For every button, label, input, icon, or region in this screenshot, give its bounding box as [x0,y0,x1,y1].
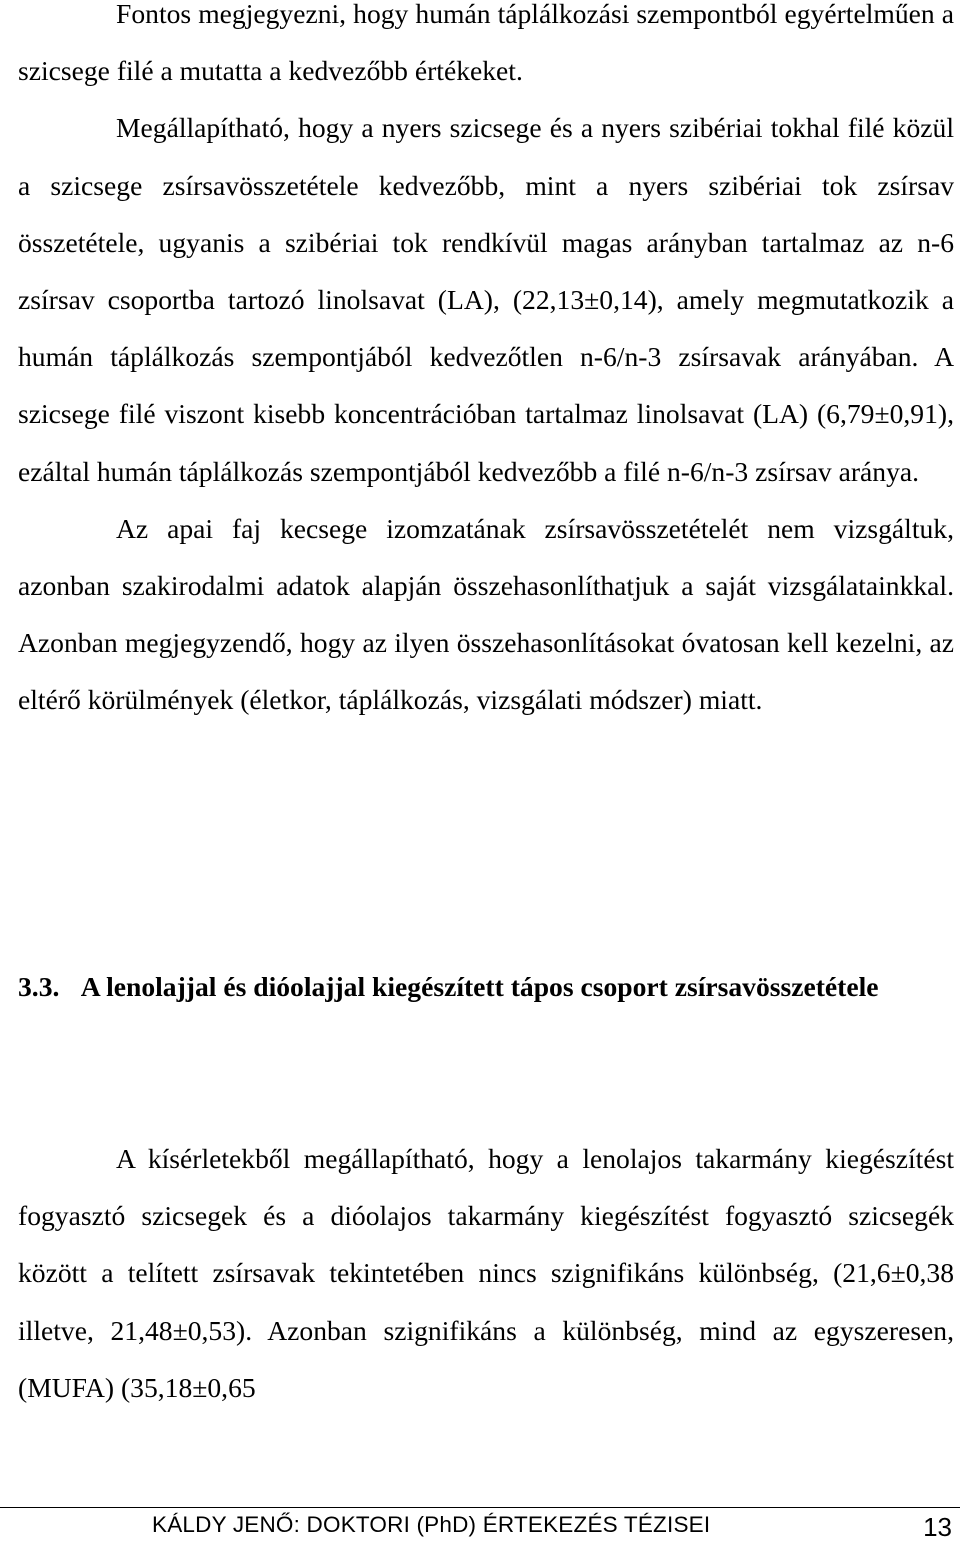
paragraph-continued: Fontos megjegyezni, hogy humán táplálkozási szempontból egyértelműen a szicsege filé a mutatta a kedvezőbb értékeket. [18,0,954,87]
footer-divider [0,1507,960,1508]
section-heading [18,958,954,1015]
page-number: 13 [923,1512,952,1542]
section-number: 3.3. [18,971,60,1002]
paragraph-sicklefish-vs-sturgeon: Megállapítható, hogy a nyers szicsege és a nyers szibériai tokhal filé közül a szicsege zsírsavösszetétele kedvezőbb, mint a nyers szibériai tok zsírsav összetétele, ugyanis a szibériai tok rendkívül magas arányban tartalmaz az n-6 zsírsav csoportba tartozó linolsavat (LA), (22,13±0,14), amely megmutatkozik a humán táplálkozás szempontjából kedvezőtlen n-6/n-3 zsírsavak arányában. A szicsege filé viszont kisebb koncentrációban tartalmaz linolsavat (LA) (6,79±0,91), ezáltal humán táplálkozás szempontjából kedvezőbb a filé n-6/n-3 zsírsav aránya. [18,112,954,487]
paragraph-results: A kísérletekből megállapítható, hogy a lenolajos takarmány kiegészítést fogyasztó szicsegek és a dióolajos takarmány kiegészítést fogyasztó szicsegék között a telített zsírsavak tekintetében nincs szignifikáns különbség, (21,6±0,38 illetve, 21,48±0,53). Azonban szignifikáns a különbség, mind az egyszeresen, (MUFA) (35,18±0,65 [18,1143,954,1403]
footer-running-title: KÁLDY JENŐ: DOKTORI (PhD) ÉRTEKEZÉS TÉZISEI [152,1512,711,1537]
document-page [18,0,954,1403]
paragraph-paternal-species: Az apai faj kecsege izomzatának zsírsavösszetételét nem vizsgáltuk, azonban szakirodalmi adatok alapján összehasonlíthatjuk a saját vizsgálatainkkal. Azonban megjegyzendő, hogy az ilyen összehasonlításokat óvatosan kell kezelni, az eltérő körülmények (életkor, táplálkozás, vizsgálati módszer) miatt. [18,512,954,716]
section-title: A lenolajjal és dióolajjal kiegészített tápos csoport zsírsavösszetétele [80,971,879,1002]
